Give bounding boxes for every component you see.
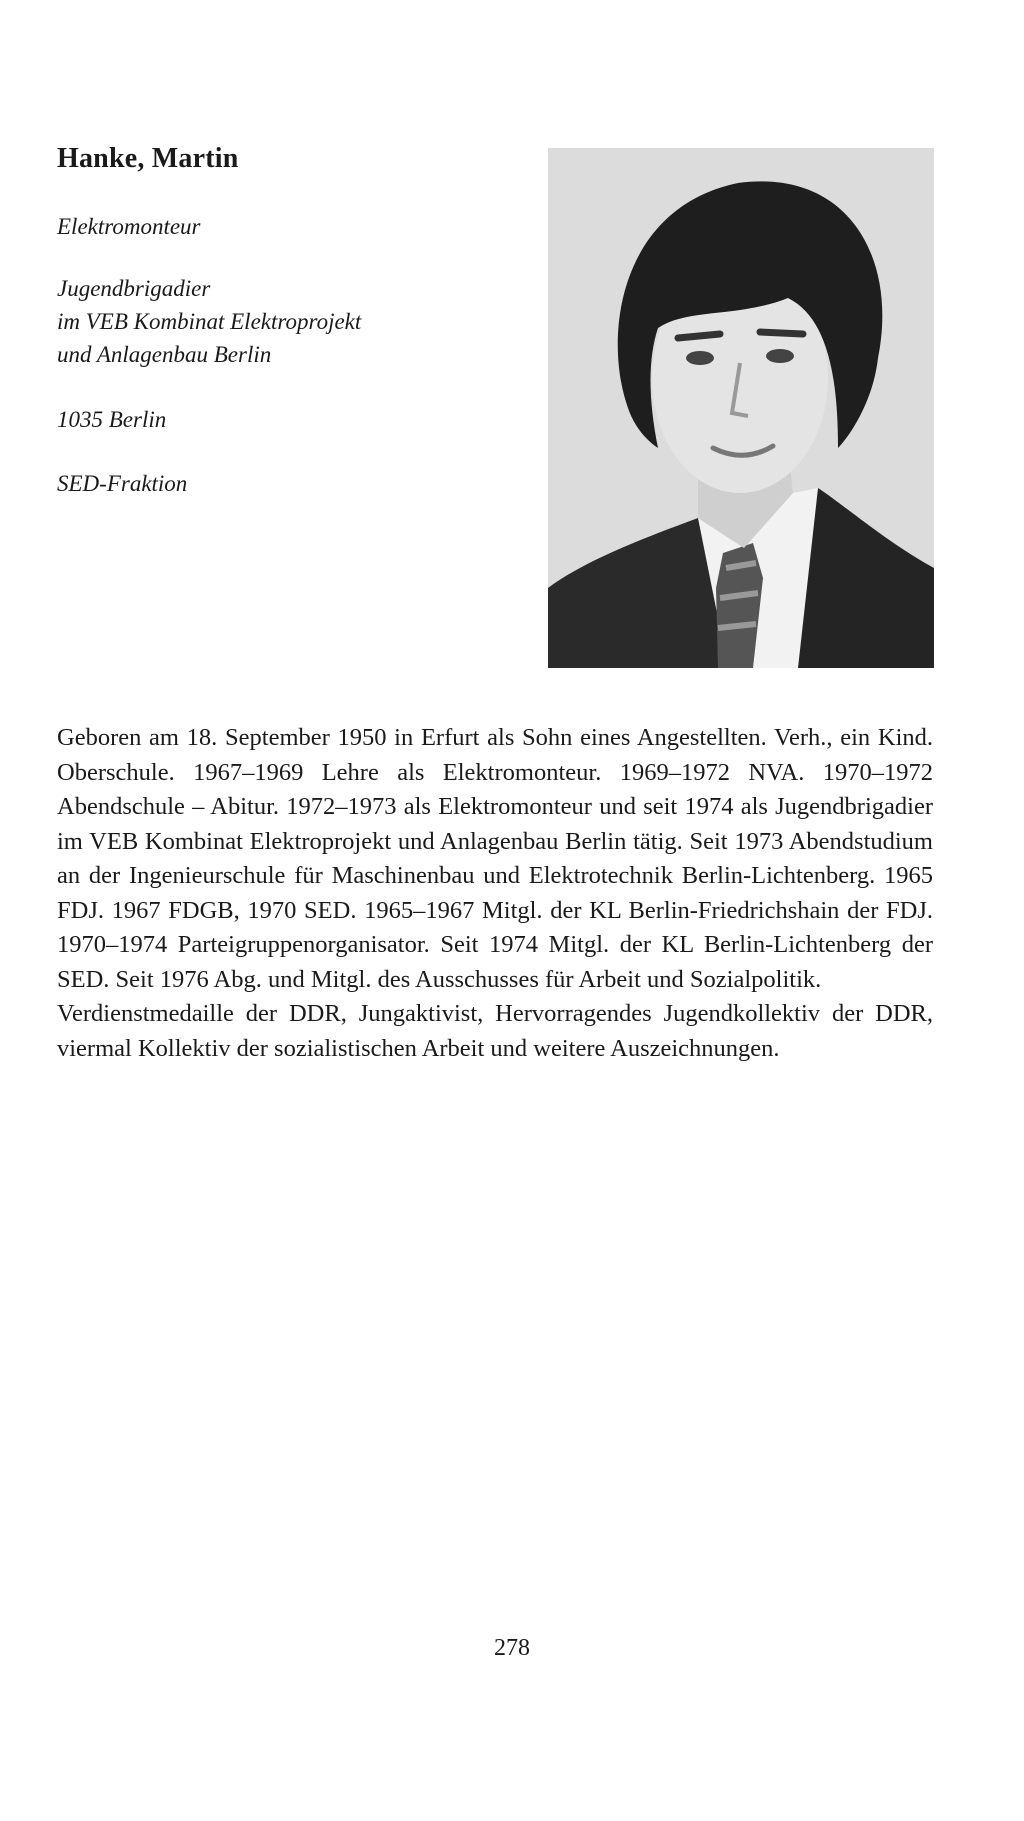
awards-paragraph: Verdienstmedaille der DDR, Jungaktivist, Hervorragendes Jugendkollektiv der DDR, viermal Kollektiv der sozialistischen Arbeit und weitere Auszeichnungen. xyxy=(57,1000,933,1062)
person-name: Hanke, Martin xyxy=(57,143,239,174)
position-line: Jugendbrigadier xyxy=(57,276,211,301)
biography xyxy=(57,721,933,1066)
occupation: Elektromonteur xyxy=(57,214,201,239)
position-block xyxy=(57,272,361,371)
faction: SED-Fraktion xyxy=(57,471,188,496)
position-line: und Anlagenbau Berlin xyxy=(57,342,272,367)
biography-paragraph: Geboren am 18. September 1950 in Erfurt als Sohn eines Angestellten. Verh., ein Kind. Oberschule. 1967–1969 Lehre als Elektromonteur. 1969–1972 NVA. 1970–1972 Abendschule – Abitur. 1972–1973 als Elektromonteur und seit 1974 als Jugendbrigadier im VEB Kombinat Elektroprojekt und Anlagenbau Berlin tätig. Seit 1973 Abendstudium an der Ingenieurschule für Maschinenbau und Elektrotechnik Berlin-Lichtenberg. 1965 FDJ. 1967 FDGB, 1970 SED. 1965–1967 Mitgl. der KL Berlin-Friedrichshain der FDJ. 1970–1974 Parteigruppenorganisator. Seit 1974 Mitgl. der KL Berlin-Lichtenberg der SED. Seit 1976 Abg. und Mitgl. des Ausschusses für Arbeit und Sozialpolitik. xyxy=(57,724,933,993)
portrait-photo xyxy=(548,148,934,668)
position-line: im VEB Kombinat Elektroprojekt xyxy=(57,309,362,334)
location: 1035 Berlin xyxy=(57,407,167,432)
portrait-illustration xyxy=(548,148,934,668)
page-number: 278 xyxy=(494,1635,530,1661)
